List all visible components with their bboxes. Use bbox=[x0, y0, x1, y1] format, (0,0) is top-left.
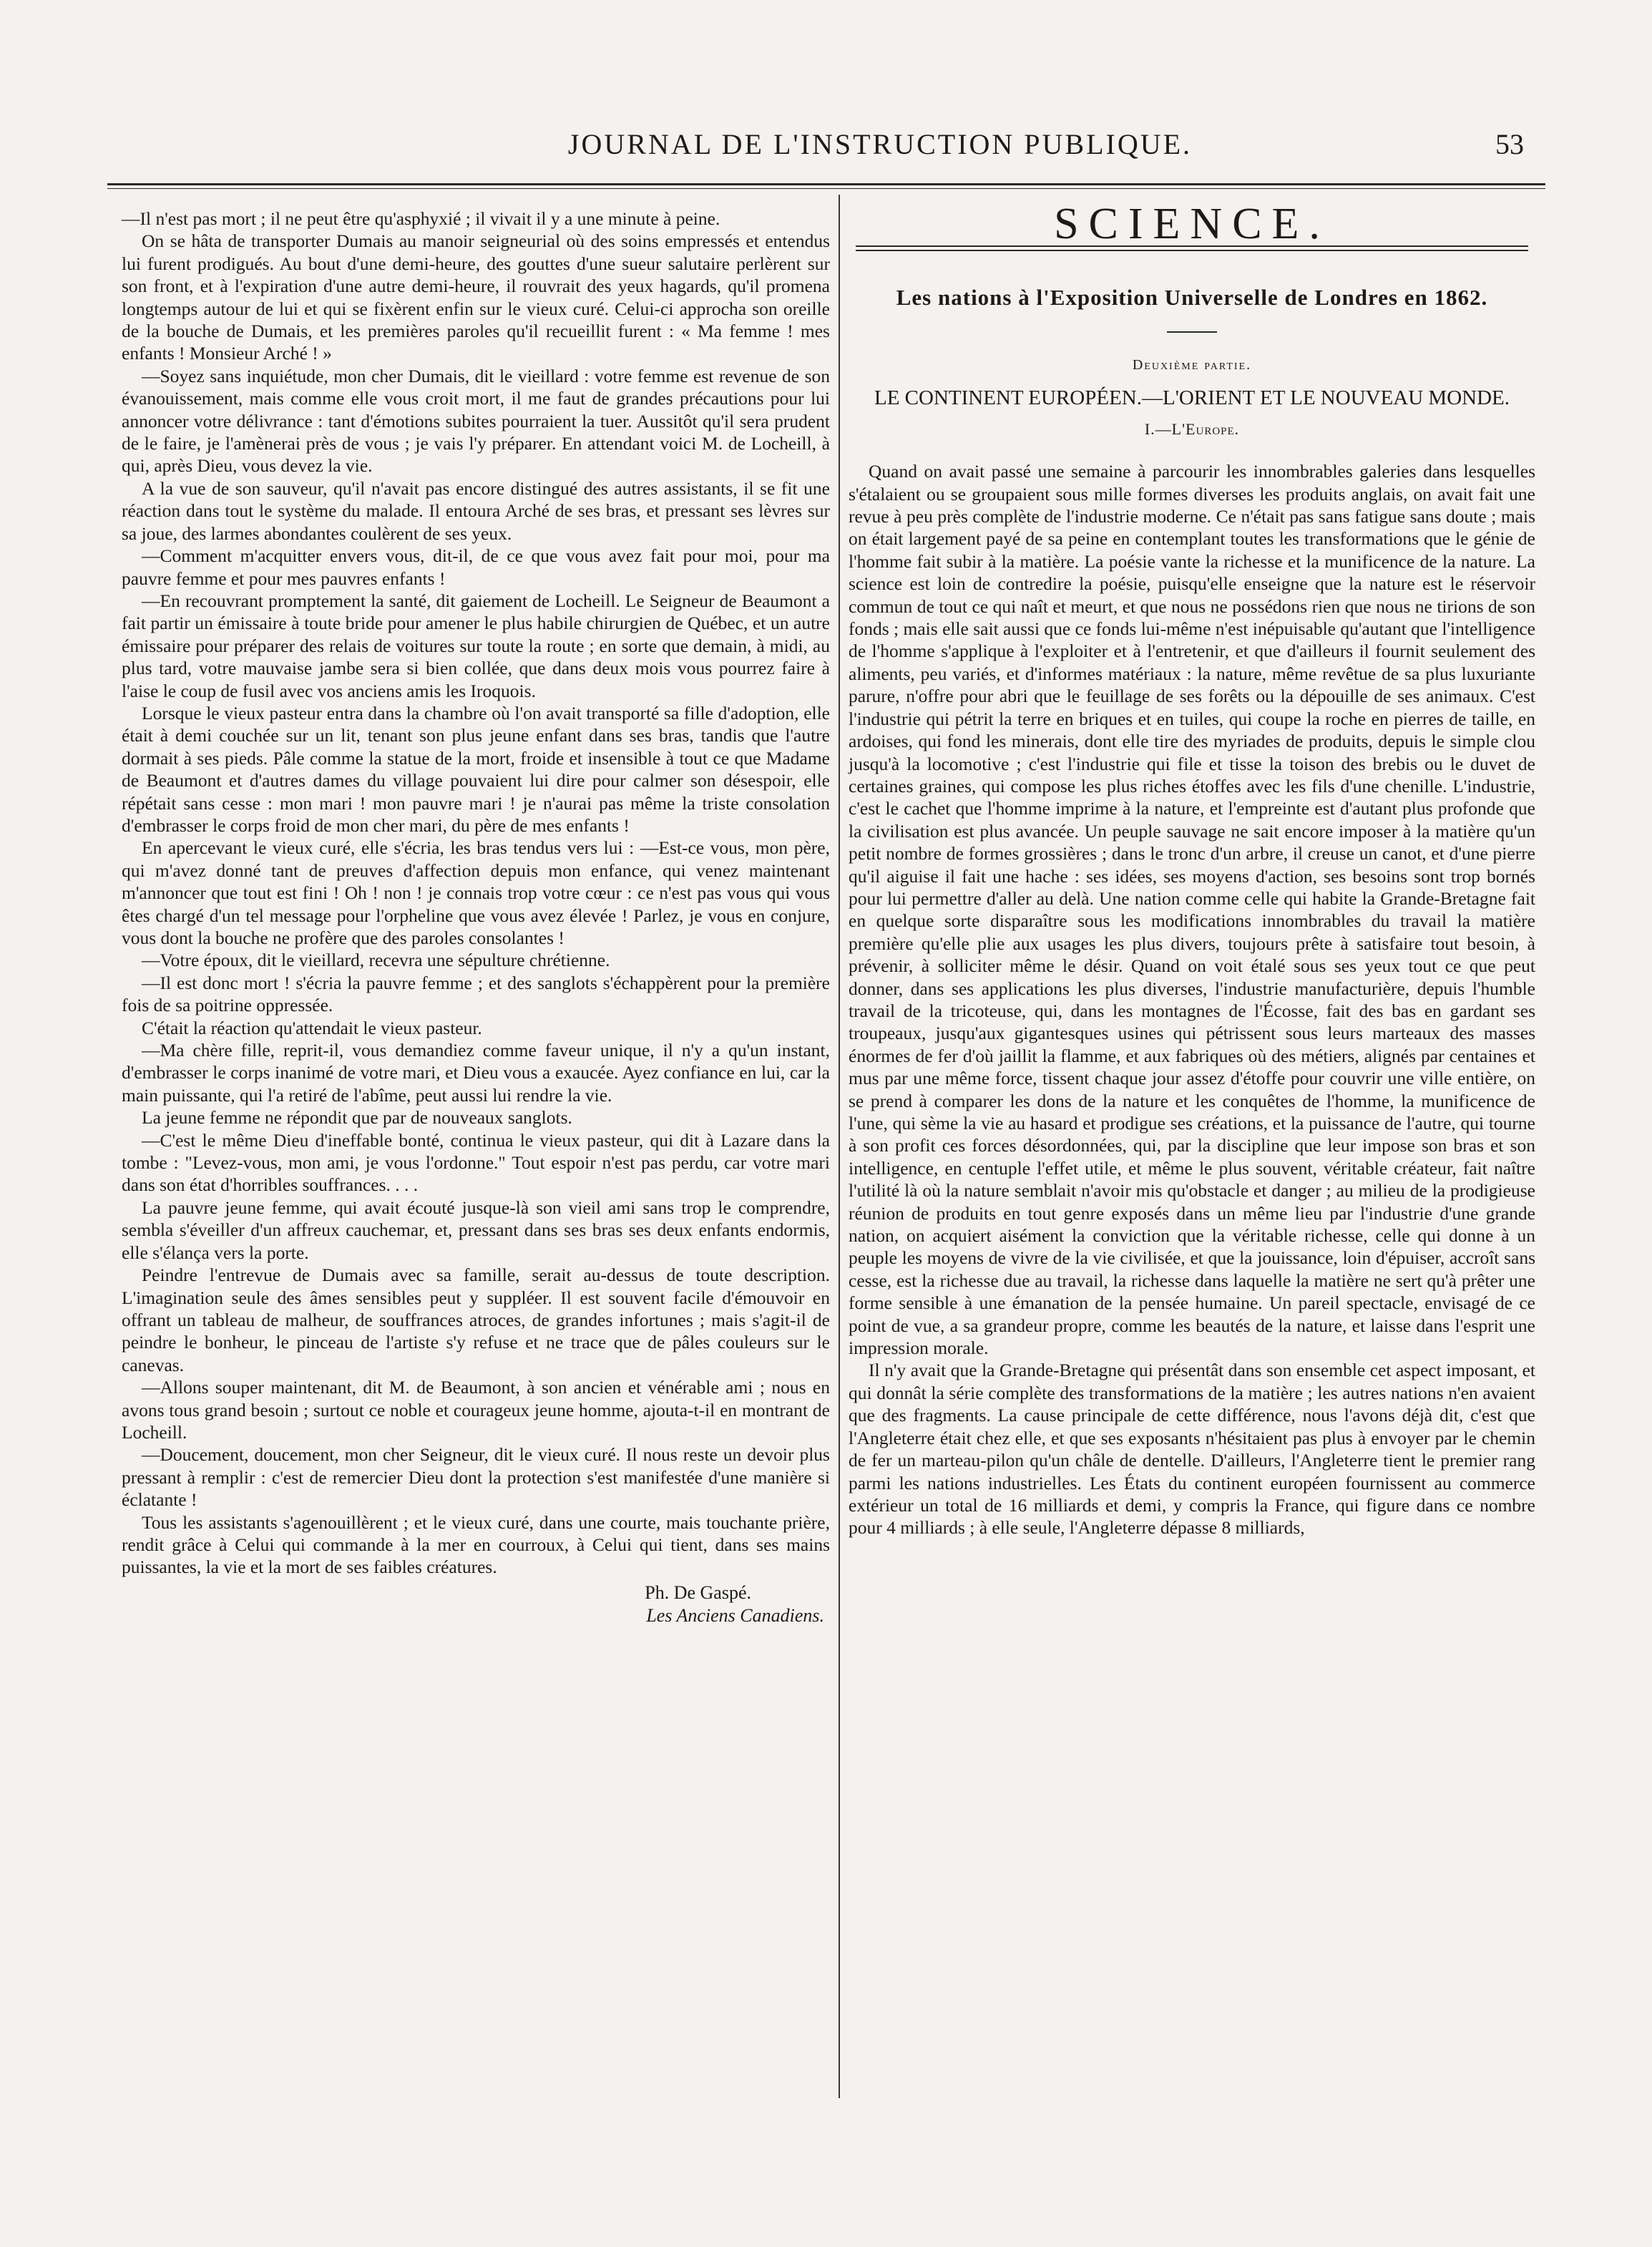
paragraph: Peindre l'entrevue de Dumais avec sa famille, serait au-dessus de toute description. L'imagination seule des âmes sensibles peut y suppléer. Il est souvent facile d'émouvoir en offrant un tableau de malheur, de souffrances atroces, de grandes infortunes ; mais s'agit-il de peindre le bonheur, le pinceau de l'artiste s'y refuse et ne trace que de pâles couleurs sur le canevas. bbox=[122, 1264, 830, 1375]
paragraph: Lorsque le vieux pasteur entra dans la chambre où l'on avait transporté sa fille d'adoption, elle était à demi couchée sur un lit, tenant son plus jeune enfant dans ses bras, tandis que l'autre dormait à ses pieds. Pâle comme la statue de la mort, froide et insensible à tout ce que Madame de Beaumont et d'autres dames du village pouvaient lui dire pour calmer son désespoir, elle répétait sans cesse : mon mari ! mon pauvre mari ! je n'aurai pas même la triste consolation d'embrasser le corps froid de mon cher mari, du père de mes enfants ! bbox=[122, 702, 830, 836]
paragraph: A la vue de son sauveur, qu'il n'avait pas encore distingué des autres assistants, il se fit une réaction dans tout le système du malade. Il entoura Arché de ses bras, et pressant ses lèvres sur sa joue, des larmes abondantes coulèrent de ses yeux. bbox=[122, 477, 830, 544]
column-divider bbox=[839, 195, 840, 2098]
page-number: 53 bbox=[1495, 128, 1524, 160]
paragraph: —Allons souper maintenant, dit M. de Beaumont, à son ancien et vénérable ami ; nous en avons tous grand besoin ; surtout ce noble et courageux jeune homme, ajouta-t-il en montrant de Locheill. bbox=[122, 1377, 830, 1443]
article-title: Les nations à l'Exposition Universelle de Londres en 1862. bbox=[896, 285, 1488, 311]
right-column bbox=[849, 200, 1535, 1539]
paragraph: —Comment m'acquitter envers vous, dit-il, de ce que vous avez fait pour moi, pour ma pauvre femme et pour mes pauvres enfants ! bbox=[122, 545, 830, 589]
paragraph: —C'est le même Dieu d'ineffable bonté, continua le vieux pasteur, qui dit à Lazare dans la tombe : "Levez-vous, mon ami, je vous l'ordonne." Tout espoir n'est pas perdu, car votre mari dans son état d'horribles souffrances. . . . bbox=[122, 1129, 830, 1196]
signature bbox=[122, 1581, 830, 1627]
paragraph: En apercevant le vieux curé, elle s'écria, les bras tendus vers lui : —Est-ce vous, mon père, qui m'avez donné tant de preuves d'affection depuis mon enfance, qui venez maintenant m'annoncer que tout est fini ! Oh ! non ! je connais trop votre cœur : ce n'est pas vous qui vous êtes chargé d'un tel message pour l'orpheline que vous avez élevée ! Parlez, je vous en conjure, vous dont la bouche ne profère que des paroles consolantes ! bbox=[122, 837, 830, 948]
journal-title: JOURNAL DE L'INSTRUCTION PUBLIQUE. bbox=[567, 128, 1193, 160]
paragraph: Tous les assistants s'agenouillèrent ; et le vieux curé, dans une courte, mais touchante prière, rendit grâce à Celui qui commande à la mer en courroux, à Celui qui tient, dans ses mains puissantes, la vie et la mort de ses faibles créatures. bbox=[122, 1511, 830, 1578]
header-rule bbox=[107, 183, 1545, 189]
paragraph: —Il est donc mort ! s'écria la pauvre femme ; et des sanglots s'échappèrent pour la première fois de sa poitrine oppressée. bbox=[122, 972, 830, 1016]
paragraph: Quand on avait passé une semaine à parcourir les innombrables galeries dans lesquelles s'étalaient ou se groupaient sous mille formes diverses les produits anglais, on avait fait une revue à peu près complète de l'industrie moderne. Ce n'était pas sans fatigue sans doute ; mais on était largement payé de sa peine en contemplant toutes les transformations que le génie de l'homme fait subir à la matière. La poésie vante la richesse et la munificence de la nature. La science est loin de contredire la poésie, puisqu'elle enseigne que la nature est le réservoir commun de tout ce qui naît et meurt, et que nous ne possédons rien que nous ne tirions de son fonds ; mais elle sait aussi que ce fonds lui-même n'est inépuisable qu'autant que l'intelligence de l'homme s'applique à l'exploiter et à l'entretenir, et que d'ailleurs il fournit seulement des aliments, peu variés, et d'informes matériaux : la nature, même revêtue de sa plus luxuriante parure, n'offre pour abri que le feuillage de ses forêts ou la dépouille de ses animaux. C'est l'industrie qui pétrit la terre en briques et en tuiles, qui coupe la roche en pierres de taille, en ardoises, qui fond les minerais, dont elle tire des myriades de produits, depuis le simple clou jusqu'à la locomotive ; c'est l'industrie qui file et tisse la toison des brebis ou le duvet de certaines graines, qui compose les plus riches étoffes avec les fils d'une chenille. L'industrie, c'est le cachet que l'homme imprime à la nature, et l'empreinte est d'autant plus profonde que la civilisation est plus avancée. Un peuple sauvage ne sait encore imposer à la matière qu'un petit nombre de formes grossières ; dans le tronc d'un arbre, il creuse un canot, et d'une pierre qu'il aiguise il fait une hache : ses idées, ses moyens d'action, ses besoins sont trop bornés pour lui permettre d'aller au delà. Une nation comme celle qui habite la Grande-Bretagne fait en quelque sorte disparaître sous les modifications innombrables du travail la matière première qu'elle plie aux usages les plus divers, toujours prête à satisfaire tout besoin, à prévenir, à solliciter même le désir. Quand on voit étalé sous ses yeux tout ce que peut donner, dans ses applications les plus diverses, l'industrie manufacturière, depuis l'humble travail de la tricoteuse, qui, dans les montagnes de l'Écosse, fait des bas en gardant ses troupeaux, jusqu'aux gigantesques usines qui pétrissent sous leurs marteaux des masses énormes de fer d'où jaillit la flamme, et aux fabriques où des métiers, alignés par centaines et mus par une même force, tissent chaque jour assez d'étoffe pour couvrir une ville entière, on se prend à comparer les dons de la nature et les conquêtes de l'homme, la munificence de l'une, qui sème la vie au hasard et prodigue ses créations, et la puissance de l'autre, qui tourne à son profit ces forces désordonnées, qui, par la discipline que leur impose son bras et son intelligence, en centuple l'effet utile, et même le plus souvent, véritable créateur, fait naître l'utilité là où la nature semblait n'avoir mis qu'obstacle et danger ; au milieu de la prodigieuse réunion de produits en tout genre exposés dans un même lieu par l'industrie d'une grande nation, on acquiert aisément la conviction que la véritable richesse, celle qui donne à un peuple les moyens de vivre de la vie civilisée, et que la jouissance, loin d'épuiser, accroît sans cesse, est la richesse due au travail, la richesse dans laquelle la matière ne sert qu'à prêter une forme sensible à une émanation de la pensée humaine. Un pareil spectacle, envisagé de ce point de vue, a sa grandeur propre, comme les beautés de la nature, et laisse dans l'esprit une impression morale. bbox=[849, 461, 1535, 1359]
paragraph: C'était la réaction qu'attendait le vieux pasteur. bbox=[142, 1017, 482, 1038]
paragraph: —Ma chère fille, reprit-il, vous demandiez comme faveur unique, il n'y a qu'un instant, d'embrasser le corps inanimé de votre mari, et Dieu vous a exaucée. Ayez confiance en lui, car la main puissante, qui l'a retiré de l'abîme, peut aussi lui rendre la vie. bbox=[122, 1040, 830, 1106]
subsection-title: I.—L'Europe. bbox=[1144, 419, 1240, 438]
signature-source: Les Anciens Canadiens. bbox=[646, 1604, 824, 1626]
signature-name: Ph. De Gaspé. bbox=[645, 1581, 751, 1603]
paragraph: —En recouvrant promptement la santé, dit gaiement de Locheill. Le Seigneur de Beaumont a fait partir un émissaire à toute bride pour amener le plus habile chirurgien de Québec, et un autre émissaire pour préparer des relais de voitures sur toute la route ; en sorte que demain, à midi, au plus tard, votre mauvaise jambe sera si bien collée, que dans deux mois vous pourrez faire à l'aise le coup de fusil avec vos anciens amis les Iroquois. bbox=[122, 590, 830, 701]
paragraph: —Soyez sans inquiétude, mon cher Dumais, dit le vieillard : votre femme est revenue de son évanouissement, mais comme elle vous croit mort, il me faut de grandes précautions pour lui annoncer votre délivrance : tant d'émotions subites pourraient la tuer. Aussitôt qu'il sera prudent de le faire, je l'amènerai près de vous ; je vais l'y préparer. En attendant voici M. de Locheill, à qui, après Dieu, vous devez la vie. bbox=[122, 365, 830, 477]
section-title: LE CONTINENT EUROPÉEN.—L'ORIENT ET LE NOUVEAU MONDE. bbox=[874, 386, 1510, 409]
left-column bbox=[122, 208, 830, 1627]
paragraph: Il n'y avait que la Grande-Bretagne qui présentât dans son ensemble cet aspect imposant, et qui donnât la série complète des transformations de la matière ; les autres nations n'en avaient que des fragments. La cause principale de cette différence, nous l'avons déjà dit, c'est que l'Angleterre était chez elle, et que ses exposants n'hésitaient pas plus à envoyer par le chemin de fer un marteau-pilon qu'un châle de dentelle. D'ailleurs, l'Angleterre tient le premier rang parmi les nations industrielles. Les États du continent européen fournissent au commerce extérieur un total de 16 milliards et demi, y compris la France, qui figure dans ce nombre pour 4 milliards ; à elle seule, l'Angleterre dépasse 8 milliards, bbox=[849, 1360, 1535, 1539]
paragraph: La jeune femme ne répondit que par de nouveaux sanglots. bbox=[142, 1107, 572, 1129]
paragraph: On se hâta de transporter Dumais au manoir seigneurial où des soins empressés et entendus lui furent prodigués. Au bout d'une demi-heure, des gouttes d'une sueur salutaire perlèrent sur son front, et à l'expiration d'une autre demi-heure, il rouvrait des yeux hagards, qu'il promena longtemps autour de lui et qui se fixèrent enfin sur le vieux curé. Celui-ci approcha son oreille de la bouche de Dumais, et les premières paroles qu'il recueillit furent : « Ma femme ! mes enfants ! Monsieur Arché ! » bbox=[122, 230, 830, 364]
running-head bbox=[107, 127, 1538, 170]
paragraph: —Votre époux, dit le vieillard, recevra une sépulture chrétienne. bbox=[142, 950, 610, 971]
paragraph: —Doucement, doucement, mon cher Seigneur, dit le vieux curé. Il nous reste un devoir plus pressant à remplir : c'est de remercier Dieu dont la protection s'est manifestée d'une manière si éclatante ! bbox=[122, 1444, 830, 1511]
paragraph: La pauvre jeune femme, qui avait écouté jusque-là son vieil ami sans trop le comprendre, sembla s'éveiller d'un affreux cauchemar, et, pressant dans ses bras ses deux enfants endormis, elle s'élança vers la porte. bbox=[122, 1196, 830, 1263]
paragraph: —Il n'est pas mort ; il ne peut être qu'asphyxié ; il vivait il y a une minute à peine. bbox=[122, 208, 720, 229]
part-label: Deuxième partie. bbox=[1132, 357, 1252, 374]
title-rule bbox=[1167, 331, 1217, 333]
section-heading: SCIENCE. bbox=[1054, 200, 1330, 248]
